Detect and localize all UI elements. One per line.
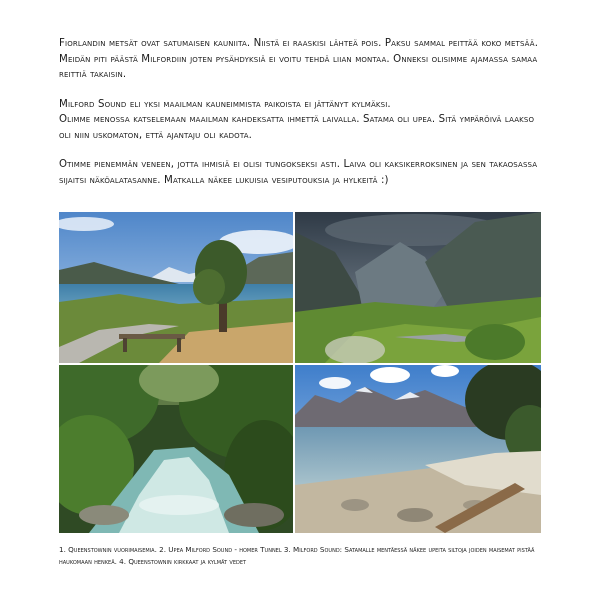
photo-forest-river xyxy=(59,365,293,533)
mountain-valley-photo-icon xyxy=(295,212,541,363)
article-text xyxy=(59,36,539,202)
paragraph-milford-sound: Milford Sound eli yksi maailman kauneimmista paikoista ei jättänyt kylmäksi. Olimme menossa katselemaan maailman kahdeksatta ihmettä laivalla. Satama oli upea. Sitä ympäröivä laakso oli niin uskomaton, että ajantaju oli kadota. xyxy=(59,98,535,141)
photo-queenstown-lake-road xyxy=(59,212,293,363)
forest-river-photo-icon xyxy=(59,365,293,533)
paragraph-boat-trip: Otimme pienemmän veneen, jotta ihmisiä ei olisi tungokseksi asti. Laiva oli kaksikerroksinen ja sen takaosassa sijaitsi näköalatasanne. Matkalla näkee lukuisia vesiputouksia ja hylkeitä :) xyxy=(59,159,538,186)
photo-caption: 1. Queenstownin vuorimaisemia. 2. Upea Milford Sound - homer Tunnel 3. Milford Sound: Satamalle mentäessä näkee upeita siltoja joiden maisemat pistää haukomaan henkeä. 4. Queenstownin kirkkaat ja kylmät vedet xyxy=(59,545,535,566)
paragraph-forests: Fiorlandin metsät ovat satumaisen kauniita. Niistä ei raaskisi lähteä pois. Paksu sammal peittää koko metsää. Meidän piti päästä Milfordiin joten pysähdyksiä ei voitu tehdä liian montaa. Onneksi olisimme ajamassa samaa reittiä takaisin. xyxy=(59,38,539,80)
photo-milford-homer-tunnel xyxy=(295,212,541,363)
photo-grid xyxy=(59,212,541,533)
lake-road-photo-icon xyxy=(59,212,293,363)
lakeshore-photo-icon xyxy=(295,365,541,533)
photo-queenstown-lakeshore xyxy=(295,365,541,533)
